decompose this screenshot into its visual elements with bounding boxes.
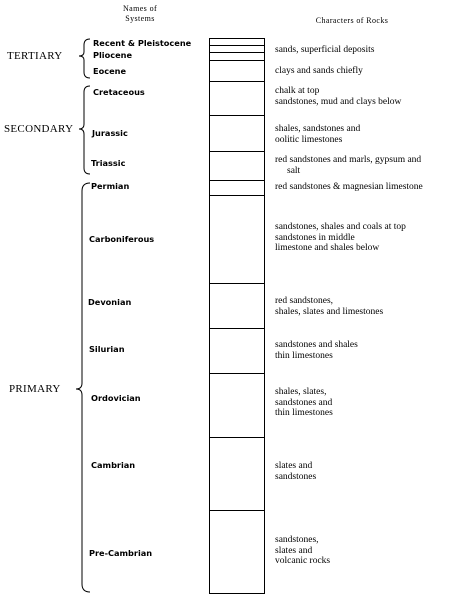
rock-line: sandstones, shales and coals at top (275, 222, 406, 232)
system-ordovician: Ordovician (91, 393, 141, 403)
system-triassic: Triassic (91, 158, 126, 168)
strata-boundary (209, 328, 265, 329)
strata-boundary (209, 81, 265, 82)
names-header-line1: Names of (122, 4, 158, 13)
strata-boundary (209, 60, 265, 61)
rock-desc-eocene (275, 66, 464, 77)
rock-line: shales, slates, (275, 387, 327, 397)
rock-desc-devonian (275, 296, 464, 317)
rock-line: clays and sands chiefly (275, 66, 363, 76)
system-recent-pleistocene: Recent & Pleistocene (93, 38, 192, 48)
rock-line: volcanic rocks (275, 556, 331, 566)
era-tertiary: TERTIARY (7, 50, 63, 62)
names-header-line2: Systems (125, 14, 155, 23)
rock-line: sands, superficial deposits (275, 45, 375, 55)
rock-desc-pre-cambrian (275, 535, 464, 567)
rock-desc-recent-pliocene (275, 45, 464, 56)
strata-boundary (209, 115, 265, 116)
strata-boundary (209, 180, 265, 181)
rock-line: sandstones, (275, 535, 319, 545)
secondary-bracket (79, 86, 90, 174)
strata-boundary (209, 283, 265, 284)
strata-boundary (209, 510, 265, 511)
system-cambrian: Cambrian (91, 460, 136, 470)
strata-boundary (209, 195, 265, 196)
rock-line: sandstones, mud and clays below (275, 96, 402, 107)
era-primary: PRIMARY (9, 383, 61, 395)
rock-desc-cretaceous (275, 86, 464, 107)
rock-line: thin limestones (275, 408, 333, 418)
rock-line: oolitic limestones (275, 134, 343, 145)
system-pre-cambrian: Pre-Cambrian (89, 548, 153, 558)
rock-line: limestone and shales below (275, 243, 380, 253)
rock-line: sandstones and shales (275, 340, 358, 350)
rock-line: red sandstones & magnesian limestone (275, 182, 423, 192)
rock-desc-ordovician (275, 387, 464, 419)
rock-desc-carboniferous (275, 222, 464, 254)
rock-line: red sandstones and marls, gypsum and (275, 155, 422, 165)
primary-bracket (76, 183, 90, 592)
rock-line: slates and (275, 461, 313, 471)
rock-line: sandstones (275, 471, 317, 482)
strata-boundary (209, 437, 265, 438)
rock-line: salt (287, 165, 301, 176)
rock-line: thin limestones (275, 350, 333, 361)
rock-line: shales, slates and limestones (275, 306, 384, 317)
system-permian: Permian (91, 181, 130, 191)
system-eocene: Eocene (93, 66, 127, 76)
system-devonian: Devonian (88, 297, 132, 307)
rock-line: chalk at top (275, 86, 320, 96)
system-pliocene: Pliocene (93, 50, 133, 60)
system-jurassic: Jurassic (92, 128, 128, 138)
rock-desc-cambrian (275, 461, 464, 482)
characters-of-rocks-header: Characters of Rocks (315, 16, 389, 25)
system-silurian: Silurian (89, 344, 125, 354)
rock-line: red sandstones, (275, 296, 334, 306)
strata-boundary (209, 45, 265, 46)
rock-line: slates and (275, 545, 313, 556)
rock-line: sandstones and (275, 397, 333, 408)
rock-desc-permian (275, 182, 464, 193)
rock-line: sandstones in middle (275, 232, 355, 243)
era-secondary: SECONDARY (4, 123, 74, 135)
strata-boundary (209, 151, 265, 152)
rock-desc-triassic (275, 155, 464, 176)
strata-boundary (209, 52, 265, 53)
system-carboniferous: Carboniferous (89, 234, 155, 244)
rock-desc-jurassic (275, 124, 464, 145)
tertiary-bracket (79, 39, 90, 78)
strata-boundary (209, 373, 265, 374)
rock-desc-silurian (275, 340, 464, 361)
system-cretaceous: Cretaceous (93, 87, 145, 97)
rock-line: shales, sandstones and (275, 124, 361, 134)
